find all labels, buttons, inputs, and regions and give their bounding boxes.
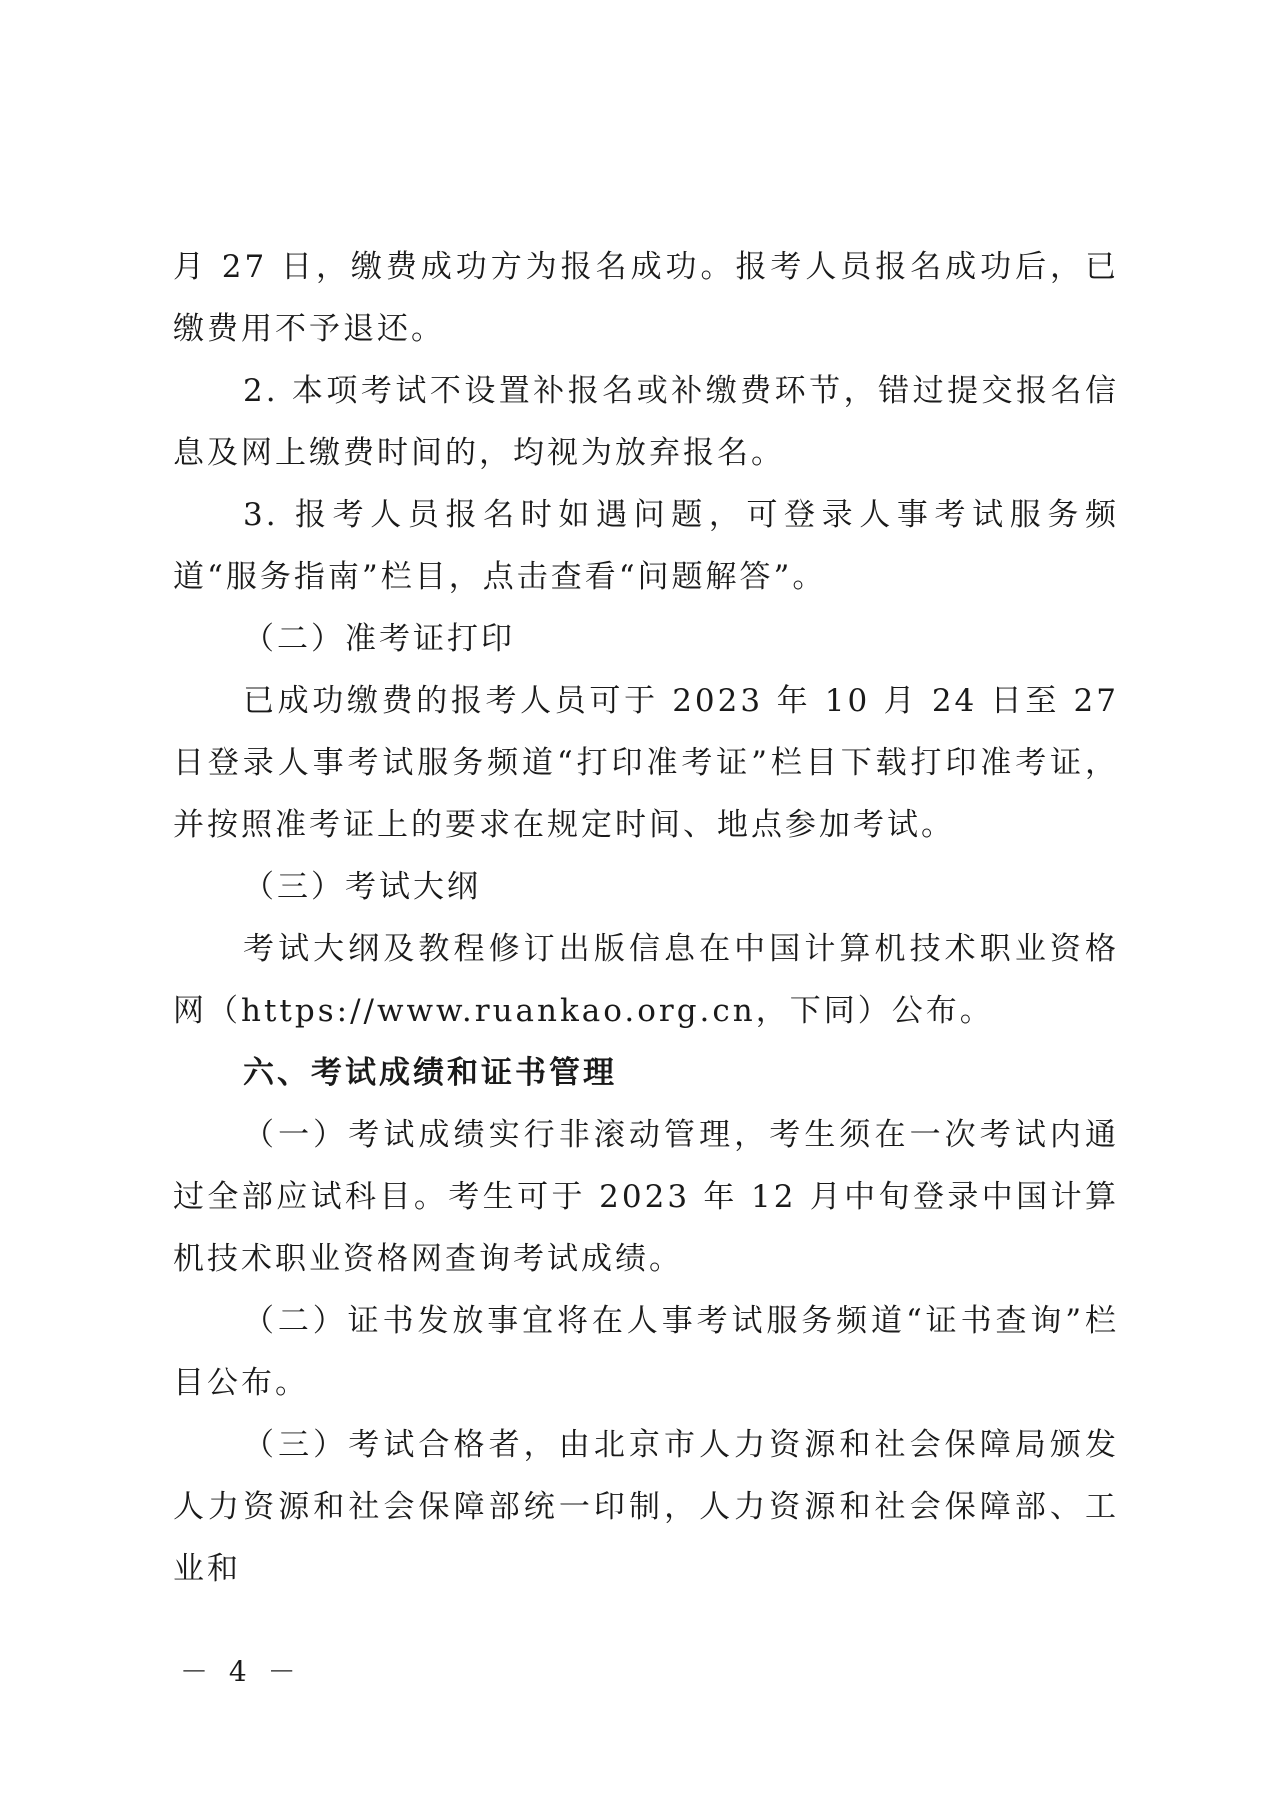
subheading-syllabus: （三）考试大纲 xyxy=(243,869,481,905)
page-number: － 4 － xyxy=(180,1655,302,1688)
paragraph-registration-help: 3. 报考人员报名时如遇问题，可登录人事考试服务频道“服务指南”栏目，点击查看“问题解答”。 xyxy=(173,497,1119,595)
paragraph-syllabus: 考试大纲及教程修订出版信息在中国计算机技术职业资格网（https://www.ruankao.org.cn，下同）公布。 xyxy=(173,931,1119,1029)
paragraph-no-late-registration: 2. 本项考试不设置补报名或补缴费环节，错过提交报名信息及网上缴费时间的，均视为放弃报名。 xyxy=(173,373,1119,471)
paragraph-fee-refund: 月 27 日，缴费成功方为报名成功。报考人员报名成功后，已缴费用不予退还。 xyxy=(173,249,1119,347)
paragraph-scores: （一）考试成绩实行非滚动管理，考生须在一次考试内通过全部应试科目。考生可于 2023 年 12 月中旬登录中国计算机技术职业资格网查询考试成绩。 xyxy=(173,1117,1119,1277)
section-heading-scores-certificates: 六、考试成绩和证书管理 xyxy=(243,1055,617,1091)
paragraph-certificate-issuance: （二）证书发放事宜将在人事考试服务频道“证书查询”栏目公布。 xyxy=(173,1303,1119,1401)
paragraph-admission-ticket: 已成功缴费的报考人员可于 2023 年 10 月 24 日至 27 日登录人事考试服务频道“打印准考证”栏目下载打印准考证，并按照准考证上的要求在规定时间、地点参加考试。 xyxy=(173,683,1119,843)
document-body xyxy=(173,236,1119,1600)
paragraph-certificate-qualified: （三）考试合格者，由北京市人力资源和社会保障局颁发人力资源和社会保障部统一印制，人力资源和社会保障部、工业和 xyxy=(173,1427,1119,1587)
subheading-admission-ticket: （二）准考证打印 xyxy=(243,621,515,657)
